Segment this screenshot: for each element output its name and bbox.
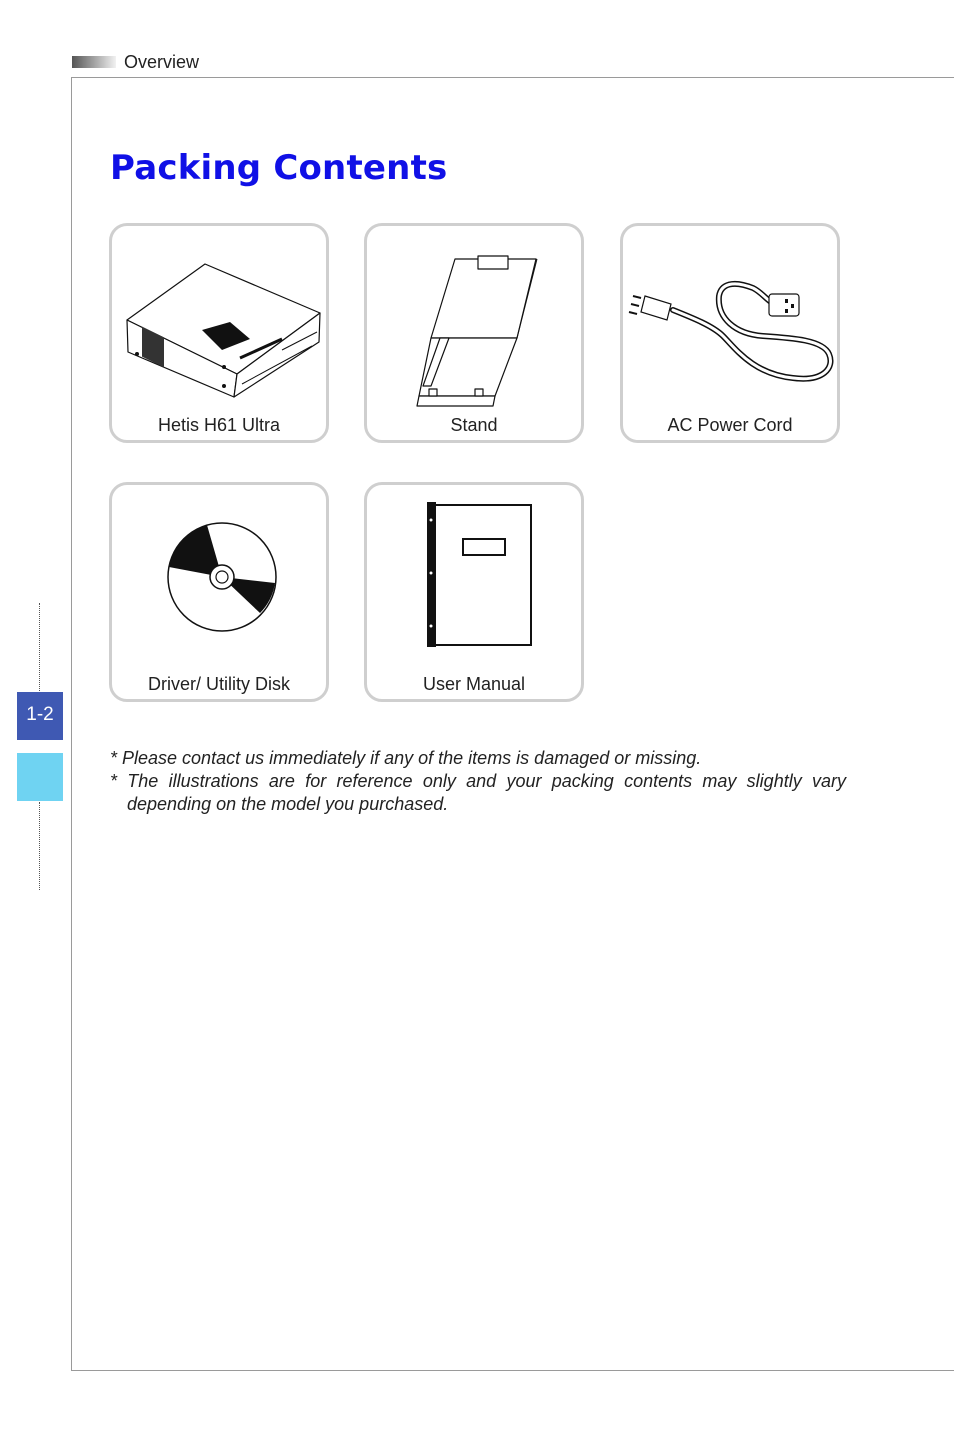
item-label-pc: Hetis H61 Ultra	[157, 415, 281, 435]
item-card-pc	[109, 223, 329, 443]
frame-bottom-rule	[71, 1370, 954, 1371]
page-number-tab: 1-2	[17, 692, 63, 740]
header-gradient-bar	[72, 56, 116, 68]
item-card-stand	[364, 223, 584, 443]
item-card-disc	[109, 482, 329, 702]
item-card-cord	[620, 223, 840, 443]
manual-icon	[367, 485, 581, 699]
item-card-manual	[364, 482, 584, 702]
page-title: Packing Contents	[110, 148, 448, 188]
frame-left-rule	[71, 77, 72, 1371]
item-label-cord: AC Power Cord	[667, 415, 793, 435]
item-label-manual: User Manual	[422, 674, 526, 694]
frame-top-rule	[71, 77, 954, 78]
sidebar-dotted-line-bottom	[39, 802, 40, 890]
power-cord-icon	[623, 226, 837, 440]
item-label-stand: Stand	[450, 415, 498, 435]
note-damaged: * Please contact us immediately if any of the items is damaged or missing.	[110, 748, 702, 768]
item-label-disc: Driver/ Utility Disk	[148, 674, 290, 694]
note-illustrations: * The illustrations are for reference only and your packing contents may slightly vary depending on the model you purchased.	[110, 771, 846, 814]
sidebar-dotted-line-top	[39, 603, 40, 691]
chapter-tab	[17, 753, 63, 801]
stand-icon	[367, 226, 581, 440]
disc-icon	[112, 485, 326, 699]
desktop-pc-icon	[112, 226, 326, 440]
notes	[110, 747, 846, 816]
section-label: Overview	[124, 52, 200, 72]
